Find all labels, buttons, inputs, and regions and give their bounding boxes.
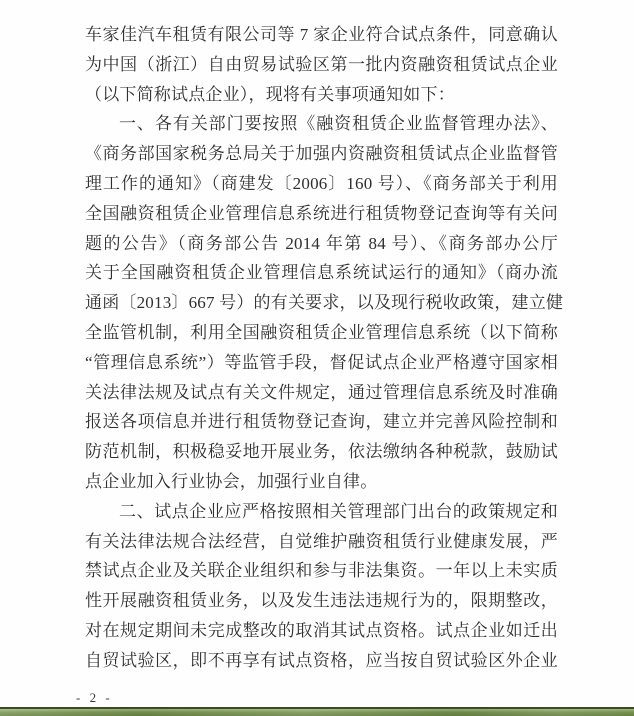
- document-line: 防范机制，积极稳妥地开展业务，依法缴纳各种税款，鼓励试: [85, 442, 558, 462]
- footer-scan-bar: [0, 707, 634, 716]
- document-line: 《商务部国家税务总局关于加强内资融资租赁试点企业监督管: [85, 144, 558, 164]
- document-line: 理工作的通知》（商建发〔2006〕160 号）、《商务部关于利用: [85, 173, 558, 193]
- document-line: 为中国（浙江）自由贸易试验区第一批内资融资租赁试点企业: [85, 54, 558, 74]
- document-line: 点企业加入行业协会，加强行业自律。: [85, 471, 378, 491]
- document-line: （以下简称试点企业），现将有关事项通知如下：: [85, 84, 455, 104]
- document-line: 报送各项信息并进行租赁物登记查询，建立并完善风险控制和: [85, 412, 558, 432]
- document-body: [85, 20, 564, 676]
- document-line: 关法律法规及试点有关文件规定，通过管理信息系统及时准确: [85, 382, 558, 402]
- document-line: 车家佳汽车租赁有限公司等 7 家企业符合试点条件，同意确认: [85, 25, 558, 44]
- document-line: 性开展融资租赁业务，以及发生违法违规行为的，限期整改，: [85, 591, 558, 611]
- document-line: 禁试点企业及关联企业组织和参与非法集资。一年以上未实质: [85, 561, 558, 581]
- document-line: 通函〔2013〕667 号）的有关要求，以及现行税收政策，建立健: [85, 293, 564, 313]
- document-line: 有关法律法规合法经营，自觉维护融资租赁行业健康发展，严: [85, 531, 558, 551]
- document-line: 全监管机制，利用全国融资租赁企业管理信息系统（以下简称: [85, 322, 558, 342]
- document-line: 自贸试验区，即不再享有试点资格，应当按自贸试验区外企业: [85, 650, 558, 670]
- document-line: 全国融资租赁企业管理信息系统进行租赁物登记查询等有关问: [85, 203, 558, 223]
- document-line: 题的公告》（商务部公告 2014 年第 84 号）、《商务部办公厅: [85, 233, 558, 253]
- document-line: 关于全国融资租赁企业管理信息系统试运行的通知》（商办流: [85, 263, 558, 283]
- document-line: “管理信息系统”）等监管手段，督促试点企业严格遵守国家相: [85, 352, 558, 372]
- document-line: 二、试点企业应严格按照相关管理部门出台的政策规定和: [119, 501, 558, 521]
- document-line: 一、各有关部门要按照《融资租赁企业监督管理办法》、: [119, 114, 558, 134]
- document-line: 对在规定期间未完成整改的取消其试点资格。试点企业如迁出: [85, 620, 558, 640]
- page-number: - 2 -: [76, 690, 113, 705]
